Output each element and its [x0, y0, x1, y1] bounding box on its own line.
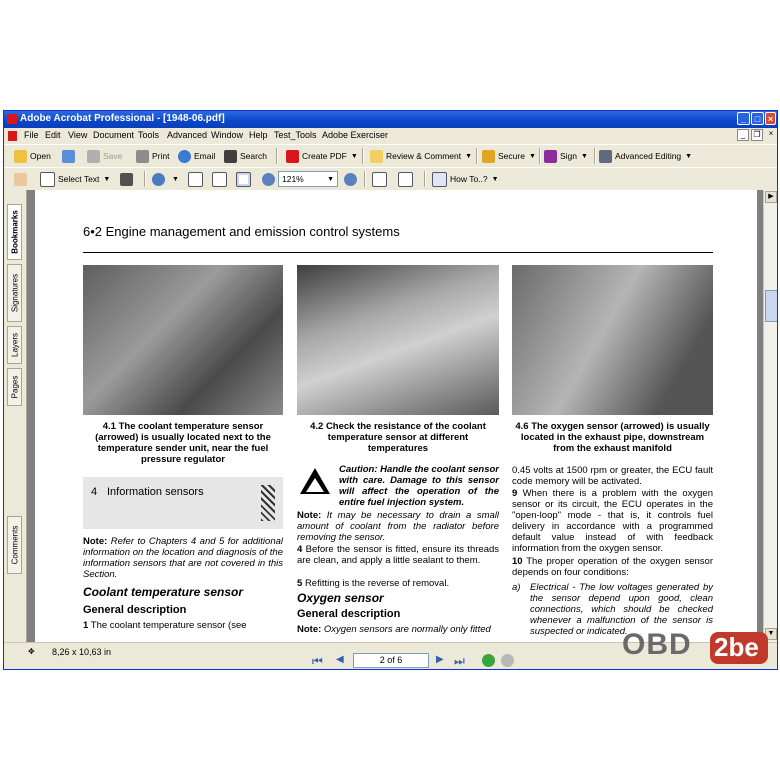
save-button[interactable]: Save — [87, 148, 122, 164]
col1-heading-coolant: Coolant temperature sensor — [83, 585, 244, 599]
page-icon — [236, 172, 251, 187]
menu-advanced[interactable]: Advanced — [167, 130, 208, 140]
pointer-icon — [599, 150, 612, 163]
col3-paragraph-9: 9 When there is a problem with the oxygen sensor or its circuit, the ECU operates in the "open-loop" mode - that is, it controls fuel delivery in accordance with a programmed default value instead of with feedback information from the oxygen sensor. — [512, 488, 714, 554]
chevron-down-icon: ▼ — [465, 152, 473, 160]
pen-icon — [544, 150, 557, 163]
section-title: Information sensors — [107, 486, 204, 498]
menu-help[interactable]: Help — [249, 130, 268, 140]
comment-icon — [370, 150, 383, 163]
advanced-editing-button[interactable]: Advanced Editing ▼ — [599, 148, 692, 164]
toolbar-separator — [364, 171, 366, 187]
col2-paragraph-5: 5 Refitting is the reverse of removal. — [297, 578, 450, 589]
camera-icon — [120, 173, 133, 186]
next-page-button[interactable]: ▶ — [436, 654, 444, 665]
toolbar-separator — [144, 171, 146, 187]
last-page-button[interactable]: ⏭ — [454, 654, 465, 668]
scroll-down-arrow-icon[interactable]: ▼ — [765, 628, 777, 640]
pages-icon — [398, 172, 413, 187]
email-button[interactable]: Email — [178, 148, 215, 164]
menu-tools[interactable]: Tools — [138, 130, 160, 140]
menu-file[interactable]: File — [24, 130, 39, 140]
col3-list-a-label: a) — [512, 582, 521, 593]
zoom-out-button[interactable] — [262, 171, 278, 187]
tab-comments[interactable]: Comments — [7, 516, 22, 574]
acrobat-app-icon — [7, 114, 17, 124]
go-forward-button[interactable] — [501, 654, 514, 667]
hand-tool-button[interactable] — [14, 171, 30, 187]
create-pdf-button[interactable]: Create PDF ▼ — [286, 148, 358, 164]
section-box — [83, 477, 283, 529]
create-pdf-icon — [286, 150, 299, 163]
toolbar-separator — [424, 171, 426, 187]
col1-note: Note: Refer to Chapters 4 and 5 for additional information on the location and diagnosis of the information sensors that are not covered in this Section. — [83, 536, 283, 580]
first-page-button[interactable]: ⏮ — [312, 654, 323, 668]
photo-coolant-sensor — [83, 265, 283, 415]
tab-bookmarks[interactable]: Bookmarks — [7, 204, 22, 260]
col2-subheading: General description — [297, 608, 401, 620]
hand-icon — [14, 173, 27, 186]
menu-document[interactable]: Document — [93, 130, 135, 140]
warning-icon-inner — [306, 478, 324, 492]
col1-paragraph-1: 1 The coolant temperature sensor (see — [83, 620, 247, 631]
menu-view[interactable]: View — [68, 130, 88, 140]
chevron-down-icon: ▼ — [327, 175, 334, 183]
col3-paragraph-0: 0.45 volts at 1500 rpm or greater, the ECU fault code memory will be activated. — [512, 465, 713, 487]
go-back-button[interactable] — [482, 654, 495, 667]
caption-4-6: 4.6 The oxygen sensor (arrowed) is usually located in the exhaust pipe, downstream from the exhaust manifold — [515, 421, 710, 454]
section-number: 4 — [91, 486, 98, 498]
page-layout-button[interactable] — [398, 171, 416, 187]
organizer-icon — [62, 150, 75, 163]
menu-bar — [4, 128, 777, 144]
close-button[interactable]: × — [765, 112, 776, 125]
tab-signatures[interactable]: Signatures — [7, 264, 22, 322]
logo-text-left: OBD — [622, 628, 692, 661]
chevron-down-icon: ▼ — [685, 152, 693, 160]
page-icon — [212, 172, 227, 187]
email-icon — [178, 150, 191, 163]
vertical-scrollbar[interactable] — [763, 190, 778, 642]
scroll-thumb[interactable] — [765, 290, 778, 322]
document-viewport[interactable] — [27, 190, 763, 642]
minimize-button[interactable]: _ — [737, 112, 750, 125]
scroll-up-arrow-icon[interactable]: ▶ — [765, 191, 777, 203]
fit-page-button[interactable] — [212, 171, 230, 187]
review-comment-button[interactable]: Review & Comment ▼ — [370, 148, 472, 164]
doc-close-button[interactable]: × — [768, 129, 774, 138]
sign-button[interactable]: Sign ▼ — [544, 148, 588, 164]
actual-size-button[interactable] — [188, 171, 206, 187]
magnifier-icon — [152, 173, 165, 186]
photo-oxygen-sensor — [512, 265, 713, 415]
chevron-down-icon: ▼ — [172, 175, 179, 183]
chevron-down-icon: ▼ — [491, 175, 499, 183]
toolbar-separator — [362, 148, 364, 164]
wrench-icon — [261, 485, 275, 521]
text-cursor-icon — [40, 172, 55, 187]
minus-icon — [262, 173, 275, 186]
page-heading: 6•2 Engine management and emission control systems — [83, 224, 400, 239]
caution-text: Caution: Handle the coolant sensor with care. Damage to this sensor will affect the operation of the entire fuel injection system. — [339, 464, 499, 508]
caption-4-2: 4.2 Check the resistance of the coolant temperature sensor at different temperatures — [310, 421, 486, 454]
col3-list-a: Electrical - The low voltages generated by the sensor depend upon good, clean connections, which should be checked whenever a malfunction of the sensor is suspected or indicated. — [530, 582, 713, 637]
zoom-field[interactable]: 121% ▼ — [278, 171, 338, 187]
chevron-down-icon: ▼ — [350, 152, 358, 160]
fit-width-button[interactable] — [236, 171, 254, 187]
doc-restore-button[interactable]: ❐ — [751, 129, 763, 141]
help-list-icon — [432, 172, 447, 187]
maximize-button[interactable]: □ — [751, 112, 764, 125]
title-bar — [4, 111, 777, 128]
plus-icon — [344, 173, 357, 186]
pane-toggle-icon[interactable]: ✥ — [28, 647, 35, 656]
select-text-button[interactable]: Select Text ▼ — [40, 171, 110, 187]
col2-paragraph-4: 4 Before the sensor is fitted, ensure its threads are clean, and apply a little sealant to them. — [297, 544, 500, 566]
view-toolbar — [4, 167, 777, 191]
chevron-down-icon: ▼ — [103, 175, 111, 183]
caption-4-1: 4.1 The coolant temperature sensor (arrowed) is usually located next to the temperature sender unit, near the fuel pressure regulator — [95, 421, 271, 465]
chevron-down-icon: ▼ — [581, 152, 588, 160]
menu-adobe-exerciser[interactable]: Adobe Exerciser — [322, 130, 389, 140]
obd2be-logo — [622, 628, 772, 668]
print-button[interactable]: Print — [136, 148, 169, 164]
toolbar-separator — [594, 148, 596, 164]
page-size-label: 8,26 x 10,63 in — [52, 647, 112, 657]
col2-note-2: Note: Oxygen sensors are normally only fitted — [297, 624, 491, 635]
organizer-button[interactable] — [62, 148, 78, 164]
zoom-tool-button[interactable] — [152, 171, 179, 187]
search-button[interactable]: Search — [224, 148, 267, 164]
previous-page-button[interactable]: ◀ — [336, 654, 344, 665]
menu-edit[interactable]: Edit — [45, 130, 61, 140]
document-icon — [8, 131, 17, 141]
tab-pages[interactable]: Pages — [7, 368, 22, 406]
rotate-icon — [372, 172, 387, 187]
folder-icon — [14, 150, 27, 163]
how-to-button[interactable]: How To..? ▼ — [432, 171, 499, 187]
disk-icon — [87, 150, 100, 163]
secure-button[interactable]: Secure ▼ — [482, 148, 536, 164]
page-number-field[interactable]: 2 of 6 — [353, 653, 429, 668]
col3-paragraph-10: 10 The proper operation of the oxygen sensor depends on four conditions: — [512, 556, 714, 578]
col1-subheading: General description — [83, 604, 187, 616]
menu-test-tools[interactable]: Test_Tools — [274, 130, 317, 140]
chevron-down-icon: ▼ — [528, 152, 536, 160]
toolbar-separator — [476, 148, 478, 164]
file-toolbar — [4, 144, 777, 168]
page-icon — [188, 172, 203, 187]
printer-icon — [136, 150, 149, 163]
lock-icon — [482, 150, 495, 163]
tab-layers[interactable]: Layers — [7, 326, 22, 364]
pdf-page — [35, 190, 757, 642]
binoculars-icon — [224, 150, 237, 163]
toolbar-separator — [276, 148, 278, 164]
window-title: Adobe Acrobat Professional - [1948-06.pdf] — [20, 113, 225, 124]
navigation-pane — [4, 190, 27, 642]
col2-note: Note: It may be necessary to drain a small amount of coolant from the radiator before removing the sensor. — [297, 510, 499, 543]
snapshot-button[interactable] — [120, 171, 136, 187]
zoom-in-button[interactable] — [344, 171, 360, 187]
heading-rule — [83, 252, 713, 253]
rotate-button[interactable] — [372, 171, 390, 187]
toolbar-separator — [539, 148, 541, 164]
open-button[interactable]: Open — [14, 148, 51, 164]
acrobat-window — [3, 110, 778, 670]
doc-minimize-button[interactable]: _ — [737, 129, 749, 141]
logo-text-right: 2be — [714, 632, 759, 662]
col2-heading-oxygen: Oxygen sensor — [297, 591, 384, 605]
menu-window[interactable]: Window — [211, 130, 244, 140]
photo-resistance-check — [297, 265, 499, 415]
